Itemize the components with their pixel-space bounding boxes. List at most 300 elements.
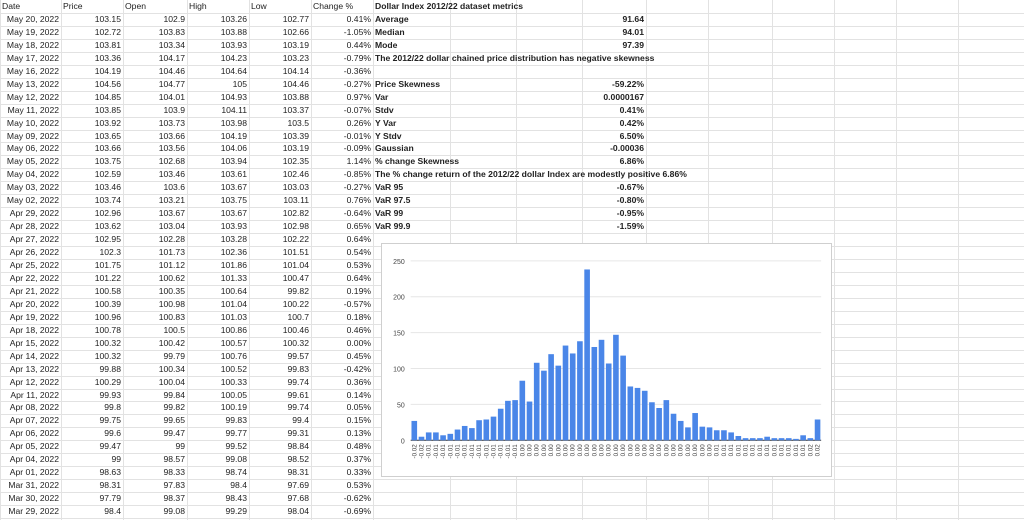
data-cell[interactable]: 100.04 <box>158 377 185 387</box>
metric-label[interactable]: VaR 99 <box>375 208 404 218</box>
data-cell[interactable]: 98.43 <box>225 493 247 503</box>
data-cell[interactable]: 98.52 <box>287 454 309 464</box>
data-cell[interactable]: 0.64% <box>346 273 371 283</box>
data-cell[interactable]: 99.4 <box>292 415 309 425</box>
column-header[interactable]: Low <box>251 1 267 11</box>
data-cell[interactable]: Apr 27, 2022 <box>9 234 59 244</box>
data-cell[interactable]: 0.97% <box>346 92 371 102</box>
data-cell[interactable]: Apr 04, 2022 <box>9 454 59 464</box>
x-tick-label: 0.01 <box>771 444 779 457</box>
data-cell[interactable]: 103.67 <box>158 208 185 218</box>
data-cell[interactable]: 101.03 <box>220 312 247 322</box>
data-cell[interactable]: 100.7 <box>287 312 309 322</box>
metric-value[interactable]: -0.00036 <box>610 143 644 153</box>
x-tick-label: -0.01 <box>454 444 462 459</box>
data-cell[interactable]: 104.11 <box>221 105 247 115</box>
data-cell[interactable]: -1.05% <box>343 27 371 37</box>
data-cell[interactable]: 104.01 <box>158 92 185 102</box>
data-cell[interactable]: 98.84 <box>287 441 309 451</box>
data-cell[interactable]: 0.37% <box>346 454 371 464</box>
data-cell[interactable]: 103.74 <box>94 195 121 205</box>
data-cell[interactable]: 103.66 <box>94 143 121 153</box>
x-tick-label: 0.00 <box>548 444 556 457</box>
data-cell[interactable]: -0.85% <box>343 169 371 179</box>
data-cell[interactable]: Apr 15, 2022 <box>9 338 59 348</box>
data-cell[interactable]: 98.57 <box>163 454 185 464</box>
data-cell[interactable]: 103.61 <box>220 169 247 179</box>
data-cell[interactable]: 0.26% <box>346 118 371 128</box>
data-cell[interactable]: 101.12 <box>158 260 185 270</box>
data-cell[interactable]: 102.77 <box>282 14 309 24</box>
data-cell[interactable]: Apr 07, 2022 <box>9 415 59 425</box>
data-cell[interactable]: Apr 13, 2022 <box>9 364 59 374</box>
data-cell[interactable]: 101.73 <box>158 247 185 257</box>
data-cell[interactable]: May 12, 2022 <box>6 92 59 102</box>
data-cell[interactable]: 99.77 <box>225 428 247 438</box>
data-cell[interactable]: 103.28 <box>220 234 247 244</box>
data-cell[interactable]: 104.06 <box>220 143 247 153</box>
data-cell[interactable]: 99.65 <box>163 415 185 425</box>
metric-value[interactable]: -1.59% <box>616 221 644 231</box>
data-cell[interactable]: 102.28 <box>158 234 185 244</box>
histogram-bar <box>642 391 648 441</box>
data-cell[interactable]: Mar 30, 2022 <box>8 493 59 503</box>
data-cell[interactable]: Apr 20, 2022 <box>9 299 59 309</box>
metric-value[interactable]: -59.22% <box>611 79 644 89</box>
x-tick-label: -0.01 <box>425 444 433 459</box>
data-cell[interactable]: Apr 25, 2022 <box>9 260 59 270</box>
metric-value[interactable]: 97.39 <box>622 40 644 50</box>
data-cell[interactable]: 104.77 <box>158 79 185 89</box>
data-cell[interactable]: 99.31 <box>287 428 309 438</box>
data-cell[interactable]: 103.46 <box>94 182 121 192</box>
histogram-bar <box>779 438 785 440</box>
data-cell[interactable]: -0.27% <box>343 79 371 89</box>
data-cell[interactable]: 101.75 <box>94 260 121 270</box>
data-cell[interactable]: May 19, 2022 <box>6 27 59 37</box>
metric-value[interactable]: -0.67% <box>616 182 644 192</box>
data-cell[interactable]: 99.75 <box>99 415 121 425</box>
data-cell[interactable]: -0.64% <box>343 208 371 218</box>
data-cell[interactable]: 99.83 <box>287 364 309 374</box>
data-cell[interactable]: 104.46 <box>282 79 309 89</box>
data-cell[interactable]: 102.3 <box>99 247 121 257</box>
data-cell[interactable]: 0.44% <box>346 40 371 50</box>
data-cell[interactable]: 98.31 <box>99 480 121 490</box>
data-cell[interactable]: Apr 18, 2022 <box>9 325 59 335</box>
data-cell[interactable]: May 13, 2022 <box>6 79 59 89</box>
metric-value[interactable]: -0.80% <box>616 195 644 205</box>
data-cell[interactable]: 99 <box>175 441 185 451</box>
data-cell[interactable]: 98.74 <box>225 467 247 477</box>
histogram-bar <box>534 363 540 441</box>
data-cell[interactable]: 97.69 <box>287 480 309 490</box>
data-cell[interactable]: 103.66 <box>158 131 185 141</box>
data-cell[interactable]: 102.68 <box>158 156 185 166</box>
data-cell[interactable]: 104.56 <box>94 79 121 89</box>
data-cell[interactable]: 99.84 <box>163 390 185 400</box>
data-cell[interactable]: May 05, 2022 <box>6 156 59 166</box>
data-cell[interactable]: 103.34 <box>158 40 185 50</box>
metric-label[interactable]: Gaussian <box>375 143 414 153</box>
data-cell[interactable]: 101.22 <box>94 273 121 283</box>
data-cell[interactable]: May 03, 2022 <box>6 182 59 192</box>
data-cell[interactable]: 99.88 <box>99 364 121 374</box>
data-cell[interactable]: 100.52 <box>220 364 247 374</box>
data-cell[interactable]: Apr 22, 2022 <box>9 273 59 283</box>
data-cell[interactable]: 100.22 <box>282 299 309 309</box>
histogram-bar <box>483 419 489 440</box>
y-tick-label: 50 <box>397 402 405 410</box>
data-cell[interactable]: May 04, 2022 <box>6 169 59 179</box>
data-cell[interactable]: -0.79% <box>343 53 371 63</box>
metric-label[interactable]: Average <box>375 14 409 24</box>
data-cell[interactable]: 102.66 <box>282 27 309 37</box>
data-cell[interactable]: 99.57 <box>287 351 309 361</box>
column-header[interactable]: Change % <box>313 1 354 11</box>
data-cell[interactable]: May 06, 2022 <box>6 143 59 153</box>
data-cell[interactable]: 104.46 <box>158 66 185 76</box>
data-cell[interactable]: 103.75 <box>94 156 121 166</box>
data-cell[interactable]: 0.45% <box>346 351 371 361</box>
data-cell[interactable]: Apr 28, 2022 <box>9 221 59 231</box>
data-cell[interactable]: 100.78 <box>94 325 121 335</box>
data-cell[interactable]: Apr 29, 2022 <box>9 208 59 218</box>
data-cell[interactable]: May 17, 2022 <box>6 53 59 63</box>
data-cell[interactable]: 103.62 <box>94 221 121 231</box>
data-cell[interactable]: 100.32 <box>94 338 121 348</box>
data-cell[interactable]: 100.32 <box>94 351 121 361</box>
x-tick-label: 0.01 <box>785 444 793 457</box>
data-cell[interactable]: 1.14% <box>346 156 371 166</box>
data-cell[interactable]: 103.03 <box>282 182 309 192</box>
data-cell[interactable]: 103.88 <box>282 92 309 102</box>
metric-value[interactable]: 94.01 <box>622 27 644 37</box>
data-cell[interactable]: 104.85 <box>94 92 121 102</box>
data-cell[interactable]: 100.57 <box>220 338 247 348</box>
data-cell[interactable]: 97.79 <box>99 493 121 503</box>
data-cell[interactable]: 0.76% <box>346 195 371 205</box>
data-cell[interactable]: 103.21 <box>158 195 185 205</box>
data-cell[interactable]: 99.52 <box>225 441 247 451</box>
histogram-chart[interactable] <box>381 243 832 477</box>
data-cell[interactable]: 103.04 <box>158 221 185 231</box>
data-cell[interactable]: 103.19 <box>282 40 309 50</box>
data-cell[interactable]: 103.65 <box>94 131 121 141</box>
data-cell[interactable]: Apr 14, 2022 <box>9 351 59 361</box>
data-cell[interactable]: 100.86 <box>220 325 247 335</box>
data-cell[interactable]: Apr 26, 2022 <box>9 247 59 257</box>
data-cell[interactable]: 102.36 <box>220 247 247 257</box>
data-cell[interactable]: 101.33 <box>220 273 247 283</box>
data-cell[interactable]: 104.19 <box>220 131 247 141</box>
histogram-bar <box>419 437 425 441</box>
histogram-bar <box>685 427 691 440</box>
data-cell[interactable]: 99.6 <box>104 428 121 438</box>
data-cell[interactable]: 101.51 <box>282 247 309 257</box>
data-cell[interactable]: 0.18% <box>346 312 371 322</box>
data-cell[interactable]: 103.11 <box>283 195 309 205</box>
data-cell[interactable]: 100.47 <box>282 273 309 283</box>
x-tick-label: 0.01 <box>713 444 721 457</box>
metric-value[interactable]: 91.64 <box>622 14 644 24</box>
data-cell[interactable]: 103.56 <box>158 143 185 153</box>
data-cell[interactable]: Mar 29, 2022 <box>8 506 59 516</box>
data-cell[interactable]: 99.79 <box>163 351 185 361</box>
data-cell[interactable]: 103.67 <box>220 208 247 218</box>
data-cell[interactable]: 99.83 <box>225 415 247 425</box>
data-cell[interactable]: 98.04 <box>287 506 309 516</box>
data-cell[interactable]: 103.36 <box>94 53 121 63</box>
metric-value[interactable]: 6.50% <box>619 131 644 141</box>
data-cell[interactable]: 100.42 <box>158 338 185 348</box>
data-cell[interactable]: 103.81 <box>94 40 121 50</box>
metric-label[interactable]: Price Skewness <box>375 79 440 89</box>
data-cell[interactable]: 104.23 <box>220 53 247 63</box>
data-cell[interactable]: 103.83 <box>158 27 185 37</box>
metric-label[interactable]: VaR 99.9 <box>375 221 411 231</box>
data-cell[interactable]: 99 <box>111 454 121 464</box>
data-cell[interactable]: 99.74 <box>287 377 309 387</box>
metric-label[interactable]: Mode <box>375 40 398 50</box>
data-cell[interactable]: 99.74 <box>287 402 309 412</box>
data-cell[interactable]: 100.46 <box>282 325 309 335</box>
data-cell[interactable]: 100.76 <box>220 351 247 361</box>
data-cell[interactable]: 0.14% <box>346 390 371 400</box>
data-cell[interactable]: 104.14 <box>282 66 309 76</box>
data-cell[interactable]: 98.4 <box>104 506 121 516</box>
histogram-bar <box>750 438 756 440</box>
data-cell[interactable]: -0.01% <box>343 131 371 141</box>
data-cell[interactable]: 100.62 <box>158 273 185 283</box>
column-header[interactable]: Open <box>125 1 147 11</box>
data-cell[interactable]: May 02, 2022 <box>6 195 59 205</box>
data-cell[interactable]: Apr 11, 2022 <box>10 390 59 400</box>
data-cell[interactable]: 103.75 <box>220 195 247 205</box>
data-cell[interactable]: 0.64% <box>346 234 371 244</box>
data-cell[interactable]: 99.61 <box>287 390 309 400</box>
data-cell[interactable]: 0.54% <box>346 247 371 257</box>
data-cell[interactable]: 103.98 <box>220 118 247 128</box>
data-cell[interactable]: 105 <box>232 79 247 89</box>
column-header[interactable]: High <box>189 1 207 11</box>
data-cell[interactable]: 103.93 <box>220 40 247 50</box>
metrics-title[interactable]: Dollar Index 2012/22 dataset metrics <box>375 1 524 11</box>
data-cell[interactable]: 100.29 <box>94 377 121 387</box>
metric-label[interactable]: Var <box>375 92 389 102</box>
histogram-bar <box>707 427 713 440</box>
data-cell[interactable]: 99.82 <box>163 402 185 412</box>
data-cell[interactable]: May 18, 2022 <box>6 40 59 50</box>
data-cell[interactable]: 103.39 <box>282 131 309 141</box>
x-tick-label: 0.00 <box>706 444 714 457</box>
metric-label[interactable]: % change Skewness <box>375 156 460 166</box>
data-cell[interactable]: 104.19 <box>94 66 121 76</box>
data-cell[interactable]: 99.08 <box>225 454 247 464</box>
data-cell[interactable]: 0.19% <box>346 286 371 296</box>
data-cell[interactable]: 102.82 <box>282 208 309 218</box>
data-cell[interactable]: 103.5 <box>287 118 309 128</box>
data-cell[interactable]: May 16, 2022 <box>6 66 59 76</box>
data-cell[interactable]: Apr 08, 2022 <box>9 402 59 412</box>
data-cell[interactable]: 0.65% <box>346 221 371 231</box>
data-cell[interactable]: 99.8 <box>104 402 121 412</box>
metric-value[interactable]: 0.0000167 <box>603 92 644 102</box>
data-cell[interactable]: -0.27% <box>343 182 371 192</box>
data-cell[interactable]: 103.88 <box>220 27 247 37</box>
data-cell[interactable]: Apr 01, 2022 <box>9 467 59 477</box>
data-cell[interactable]: 100.83 <box>158 312 185 322</box>
metric-value[interactable]: 6.86% <box>619 156 644 166</box>
data-cell[interactable]: 103.19 <box>282 143 309 153</box>
data-cell[interactable]: 100.05 <box>220 390 247 400</box>
metric-label[interactable]: The 2012/22 dollar chained price distribution has negative skewness <box>375 53 655 63</box>
metric-label[interactable]: Median <box>375 27 405 37</box>
histogram-bar <box>700 427 706 441</box>
data-cell[interactable]: -0.42% <box>343 364 371 374</box>
data-cell[interactable]: 98.63 <box>99 467 121 477</box>
data-cell[interactable]: 103.85 <box>94 105 121 115</box>
data-cell[interactable]: 100.32 <box>282 338 309 348</box>
histogram-bar <box>462 426 468 440</box>
data-cell[interactable]: Apr 12, 2022 <box>9 377 59 387</box>
data-cell[interactable]: May 20, 2022 <box>6 14 59 24</box>
data-cell[interactable]: May 11, 2022 <box>7 105 59 115</box>
histogram-bar <box>764 437 770 441</box>
x-tick-label: 0.00 <box>648 444 656 457</box>
data-cell[interactable]: 98.37 <box>163 493 185 503</box>
data-cell[interactable]: 0.41% <box>346 14 371 24</box>
column-header[interactable]: Price <box>63 1 83 11</box>
data-cell[interactable]: Mar 31, 2022 <box>8 480 59 490</box>
metric-label[interactable]: Stdv <box>375 105 394 115</box>
data-cell[interactable]: 101.86 <box>220 260 247 270</box>
x-tick-label: 0.01 <box>749 444 757 457</box>
data-cell[interactable]: 97.68 <box>287 493 309 503</box>
data-cell[interactable]: Apr 19, 2022 <box>9 312 59 322</box>
data-cell[interactable]: 102.46 <box>282 169 309 179</box>
metric-value[interactable]: 0.41% <box>619 105 644 115</box>
data-cell[interactable]: 101.04 <box>220 299 247 309</box>
data-cell[interactable]: 102.35 <box>282 156 309 166</box>
data-cell[interactable]: 100.96 <box>94 312 121 322</box>
data-cell[interactable]: 0.46% <box>346 325 371 335</box>
data-cell[interactable]: 102.98 <box>282 221 309 231</box>
data-cell[interactable]: 104.64 <box>220 66 247 76</box>
data-cell[interactable]: 104.93 <box>220 92 247 102</box>
data-cell[interactable]: 97.83 <box>163 480 185 490</box>
data-cell[interactable]: 99.47 <box>163 428 185 438</box>
data-cell[interactable]: -0.62% <box>343 493 371 503</box>
metric-label[interactable]: Y Var <box>375 118 397 128</box>
data-cell[interactable]: 100.35 <box>158 286 185 296</box>
data-cell[interactable]: 103.92 <box>94 118 121 128</box>
data-cell[interactable]: 103.15 <box>94 14 121 24</box>
data-cell[interactable]: 0.13% <box>346 428 371 438</box>
data-cell[interactable]: 100.19 <box>220 402 247 412</box>
data-cell[interactable]: 0.05% <box>346 402 371 412</box>
data-cell[interactable]: 103.9 <box>163 105 185 115</box>
histogram-bar <box>440 435 446 440</box>
data-cell[interactable]: 0.33% <box>346 467 371 477</box>
data-cell[interactable]: 103.37 <box>282 105 309 115</box>
data-cell[interactable]: 0.53% <box>346 260 371 270</box>
metric-label[interactable]: VaR 95 <box>375 182 404 192</box>
data-cell[interactable]: 99.08 <box>163 506 185 516</box>
data-cell[interactable]: 103.26 <box>220 14 247 24</box>
data-cell[interactable]: -0.09% <box>343 143 371 153</box>
data-cell[interactable]: 103.46 <box>158 169 185 179</box>
metric-value[interactable]: -0.95% <box>616 208 644 218</box>
data-cell[interactable]: 98.33 <box>163 467 185 477</box>
data-cell[interactable]: 102.72 <box>94 27 121 37</box>
column-header[interactable]: Date <box>2 1 21 11</box>
data-cell[interactable]: 102.9 <box>163 14 185 24</box>
data-cell[interactable]: 100.64 <box>220 286 247 296</box>
data-cell[interactable]: Apr 05, 2022 <box>9 441 59 451</box>
data-cell[interactable]: 102.59 <box>94 169 121 179</box>
data-cell[interactable]: 104.17 <box>158 53 185 63</box>
data-cell[interactable]: 103.93 <box>220 221 247 231</box>
metric-value[interactable]: 0.42% <box>619 118 644 128</box>
x-tick-label: 0.00 <box>591 444 599 457</box>
data-cell[interactable]: 101.04 <box>282 260 309 270</box>
data-cell[interactable]: -0.69% <box>343 506 371 516</box>
data-cell[interactable]: 0.53% <box>346 480 371 490</box>
data-cell[interactable]: 100.39 <box>94 299 121 309</box>
data-cell[interactable]: 103.23 <box>282 53 309 63</box>
histogram-bar <box>620 356 626 441</box>
data-cell[interactable]: 102.95 <box>94 234 121 244</box>
data-cell[interactable]: 0.48% <box>346 441 371 451</box>
metric-label[interactable]: Y Stdv <box>375 131 402 141</box>
data-cell[interactable]: 100.33 <box>220 377 247 387</box>
data-cell[interactable]: 100.34 <box>158 364 185 374</box>
data-cell[interactable]: 103.73 <box>158 118 185 128</box>
histogram-bar <box>512 400 518 440</box>
data-cell[interactable]: 99.82 <box>287 286 309 296</box>
metric-label[interactable]: The % change return of the 2012/22 dollar Index are modestly positive 6.86% <box>375 169 687 179</box>
data-cell[interactable]: 0.36% <box>346 377 371 387</box>
data-cell[interactable]: 100.5 <box>163 325 185 335</box>
data-cell[interactable]: -0.57% <box>343 299 371 309</box>
histogram-bar <box>505 401 511 440</box>
data-cell[interactable]: Apr 21, 2022 <box>9 286 59 296</box>
data-cell[interactable]: 100.98 <box>158 299 185 309</box>
data-cell[interactable]: 0.00% <box>346 338 371 348</box>
data-cell[interactable]: Apr 06, 2022 <box>9 428 59 438</box>
data-cell[interactable]: 102.22 <box>282 234 309 244</box>
data-cell[interactable]: 103.67 <box>220 182 247 192</box>
histogram-bar <box>469 428 475 440</box>
data-cell[interactable]: -0.07% <box>343 105 371 115</box>
data-cell[interactable]: 99.47 <box>99 441 121 451</box>
data-cell[interactable]: 98.31 <box>287 467 309 477</box>
data-cell[interactable]: 0.15% <box>346 415 371 425</box>
grid-line <box>0 518 1024 519</box>
data-cell[interactable]: 98.4 <box>230 480 247 490</box>
data-cell[interactable]: 100.58 <box>94 286 121 296</box>
data-cell[interactable]: 99.93 <box>99 390 121 400</box>
data-cell[interactable]: May 09, 2022 <box>6 131 59 141</box>
data-cell[interactable]: -0.36% <box>343 66 371 76</box>
data-cell[interactable]: 103.6 <box>163 182 185 192</box>
data-cell[interactable]: May 10, 2022 <box>6 118 59 128</box>
data-cell[interactable]: 103.94 <box>220 156 247 166</box>
data-cell[interactable]: 99.29 <box>225 506 247 516</box>
data-cell[interactable]: 102.96 <box>94 208 121 218</box>
metric-label[interactable]: VaR 97.5 <box>375 195 411 205</box>
